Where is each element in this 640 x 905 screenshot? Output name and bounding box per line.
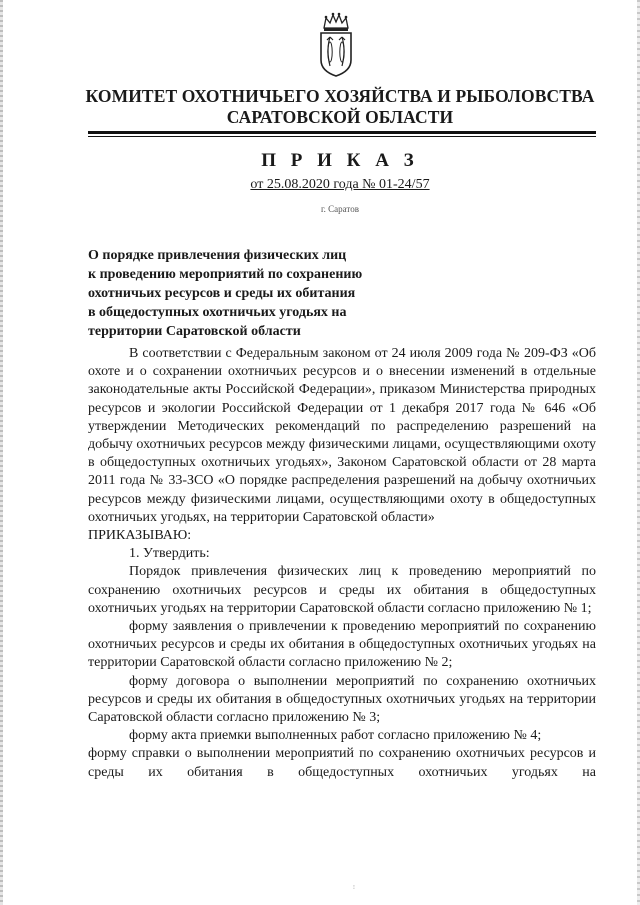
preamble-text: В соответствии с Федеральным законом от 24 июля 2009 года № 209-ФЗ «Об охоте и о сохранении охотничьих ресурсов и о внесении изменений в отдельные законодательные акты Российской Федерации», приказом Министерства природных ресурсов и экологии Российской Федерации от 1 декабря 2017 года № 646 «Об утверждении Методических рекомендаций по распределению разрешений на добычу охотничьих ресурсов между физическими лицами, осуществляющими охоту в общедоступных охотничьих угодьях», Законом Саратовской области от 28 марта 2011 года № 33-ЗСО «О порядке распределения разрешений на добычу охотничьих ресурсов между физическими лицами, осуществляющими охоту в общедоступных охотничьих угодьях, на территории Саратовской области» <box>88 346 596 525</box>
order-word: ПРИКАЗЫВАЮ: <box>88 528 192 544</box>
organization-name-line2: САРАТОВСКОЙ ОБЛАСТИ <box>226 107 454 127</box>
heading-line: О порядке привлечения физических лиц <box>88 248 347 263</box>
item1-part: форму акта приемки выполненных работ согласно приложению № 4; <box>129 728 542 744</box>
coat-of-arms-emblem <box>316 10 356 78</box>
heading-line: в общедоступных охотничьих угодьях на <box>88 305 347 320</box>
document-body <box>88 345 596 782</box>
document-heading <box>88 246 408 341</box>
preamble-paragraph <box>88 345 596 527</box>
document-type: П Р И К А З <box>261 150 419 171</box>
organization-name <box>70 86 610 128</box>
heading-line: охотничьих ресурсов и среды их обитания <box>88 286 356 301</box>
item1-last-part: форму справки о выполнении мероприятий по сохранению охотничьих ресурсов и среды их обитания в общедоступных охотничьих угодьях на <box>88 746 596 780</box>
heading-line: к проведению мероприятий по сохранению <box>88 267 363 282</box>
document-date-number: от 25.08.2020 года № 01-24/57 <box>250 177 430 192</box>
heading-line: территории Саратовской области <box>88 324 301 339</box>
scan-edge-left <box>0 0 3 905</box>
header-rule-thick <box>88 131 596 134</box>
scan-mark: ⁝ <box>353 885 355 891</box>
item1-part: форму договора о выполнении мероприятий по сохранению охотничьих ресурсов и среды их обитания в общедоступных охотничьих угодьях на территории Саратовской области согласно приложению № 3; <box>88 673 596 726</box>
document-city: г. Саратов <box>321 204 359 214</box>
item1-title: 1. Утвердить: <box>129 546 210 562</box>
item1-part: Порядок привлечения физических лиц к проведению мероприятий по сохранению охотничьих ресурсов и среды их обитания в общедоступных охотничьих угодьях на территории Саратовской области согласно приложению № 1; <box>88 564 596 616</box>
organization-name-line1: КОМИТЕТ ОХОТНИЧЬЕГО ХОЗЯЙСТВА И РЫБОЛОВСТВА <box>85 86 595 106</box>
header-rule-thin <box>88 136 596 137</box>
item1-part: форму заявления о привлечении к проведению мероприятий по сохранению охотничьих ресурсов и среды их обитания в общедоступных охотничьих угодьях на территории Саратовской области согласно приложению № 2; <box>88 619 596 671</box>
